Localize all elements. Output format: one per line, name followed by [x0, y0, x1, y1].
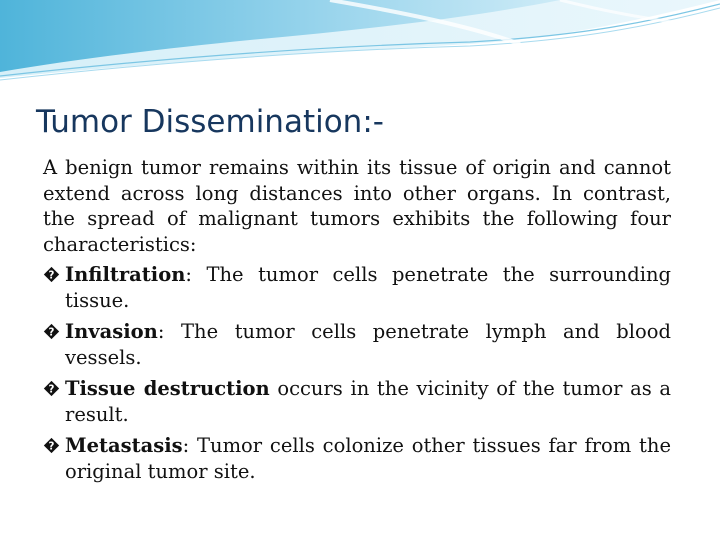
bullet-item [43, 433, 671, 484]
slide-title: Tumor Dissemination:- [36, 104, 384, 140]
bullet-term: Tissue destruction [65, 377, 270, 400]
bullet-term: Invasion [65, 320, 158, 343]
bullet-item [43, 319, 671, 370]
svg-text:?: ? [48, 441, 55, 453]
replacement-character-icon [43, 266, 62, 281]
bullet-text: : Tumor cells colonize other tissues far from the original tumor site. [65, 434, 671, 483]
bullet-item [43, 262, 671, 313]
bullet-text: : The tumor cells penetrate lymph and blood vessels. [65, 320, 671, 369]
bullet-term: Metastasis [65, 434, 183, 457]
replacement-character-icon [43, 380, 62, 395]
svg-text:?: ? [48, 270, 55, 282]
svg-text:?: ? [48, 327, 55, 339]
bullet-text: occurs in the vicinity of the tumor as a result. [65, 377, 671, 426]
svg-text:?: ? [48, 384, 55, 396]
intro-paragraph: A benign tumor remains within its tissue of origin and cannot extend across long distances into other organs. In contrast, the spread of malignant tumors exhibits the following four characteristics: [43, 156, 671, 256]
bullet-text: : The tumor cells penetrate the surrounding tissue. [65, 263, 671, 312]
bullet-item [43, 376, 671, 427]
bullet-term: Infiltration [65, 263, 186, 286]
header-wave-decoration [0, 0, 720, 90]
replacement-character-icon [43, 437, 62, 452]
replacement-character-icon [43, 323, 62, 338]
slide-body [43, 155, 671, 490]
